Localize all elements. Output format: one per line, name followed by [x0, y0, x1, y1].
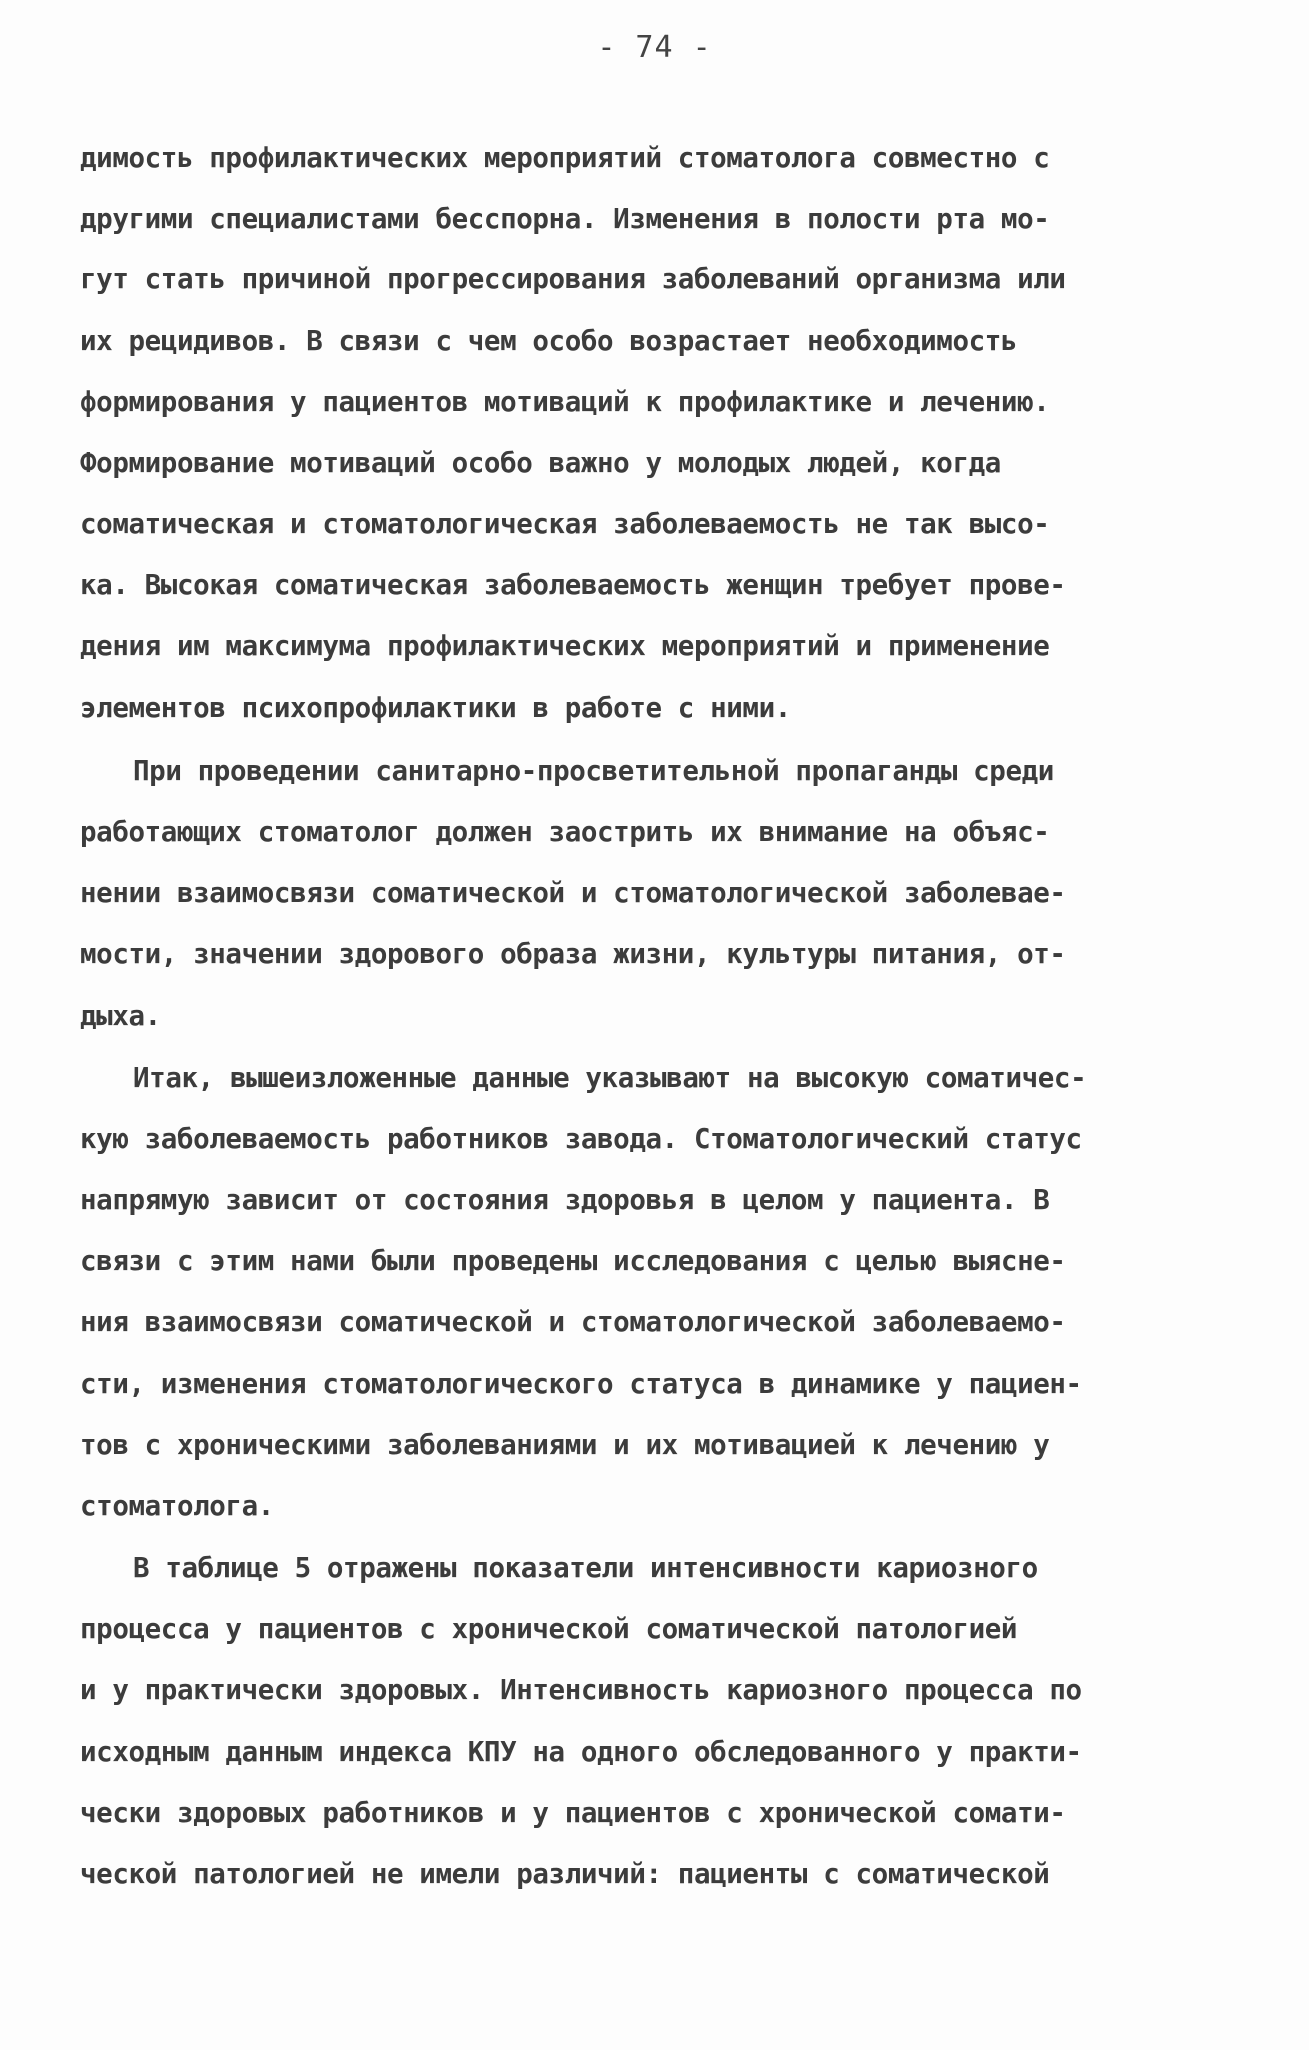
text-line: дения им максимума профилактических мероприятий и применение	[80, 630, 1050, 662]
text-line: элементов психопрофилактики в работе с ними.	[80, 692, 791, 724]
paragraph-first-line: При проведении санитарно-просветительной пропаганды среди	[133, 755, 1054, 787]
text-line: исходным данным индекса КПУ на одного обследованного у практи-	[80, 1736, 1082, 1768]
text-line: соматическая и стоматологическая заболеваемость не так высо-	[80, 508, 1050, 540]
text-line: дыха.	[80, 1000, 161, 1032]
text-line: ка. Высокая соматическая заболеваемость женщин требует прове-	[80, 569, 1066, 601]
text-line: стоматолога.	[80, 1490, 274, 1522]
text-line: процесса у пациентов с хронической соматической патологией	[80, 1613, 1018, 1645]
text-line: напрямую зависит от состояния здоровья в целом у пациента. В	[80, 1184, 1050, 1216]
text-line: формирования у пациентов мотиваций к профилактике и лечению.	[80, 386, 1050, 418]
text-line: тов с хроническими заболеваниями и их мотивацией к лечению у	[80, 1429, 1050, 1461]
paragraph-first-line: Итак, вышеизложенные данные указывают на высокую соматичес-	[133, 1062, 1087, 1094]
text-line: связи с этим нами были проведены исследования с целью выясне-	[80, 1245, 1066, 1277]
text-line: их рецидивов. В связи с чем особо возрастает необходимость	[80, 325, 1018, 357]
text-line: Формирование мотиваций особо важно у молодых людей, когда	[80, 447, 1001, 479]
text-line: работающих стоматолог должен заострить их внимание на объяс-	[80, 816, 1050, 848]
text-line: чески здоровых работников и у пациентов с хронической сомати-	[80, 1797, 1066, 1829]
page-number: - 74 -	[597, 30, 712, 65]
text-line: гут стать причиной прогрессирования заболеваний организма или	[80, 263, 1066, 295]
text-line: димость профилактических мероприятий стоматолога совместно с	[80, 142, 1050, 174]
text-line: мости, значении здорового образа жизни, культуры питания, от-	[80, 938, 1066, 970]
text-line: сти, изменения стоматологического статуса в динамике у пациен-	[80, 1368, 1082, 1400]
text-line: ческой патологией не имели различий: пациенты с соматической	[80, 1858, 1050, 1890]
text-line: другими специалистами бесспорна. Изменения в полости рта мо-	[80, 203, 1050, 235]
text-line: нении взаимосвязи соматической и стоматологической заболевае-	[80, 877, 1066, 909]
text-line: кую заболеваемость работников завода. Стоматологический статус	[80, 1123, 1082, 1155]
text-line: ния взаимосвязи соматической и стоматологической заболеваемо-	[80, 1306, 1066, 1338]
paragraph-first-line: В таблице 5 отражены показатели интенсивности кариозного	[133, 1552, 1038, 1584]
text-line: и у практически здоровых. Интенсивность кариозного процесса по	[80, 1674, 1082, 1706]
